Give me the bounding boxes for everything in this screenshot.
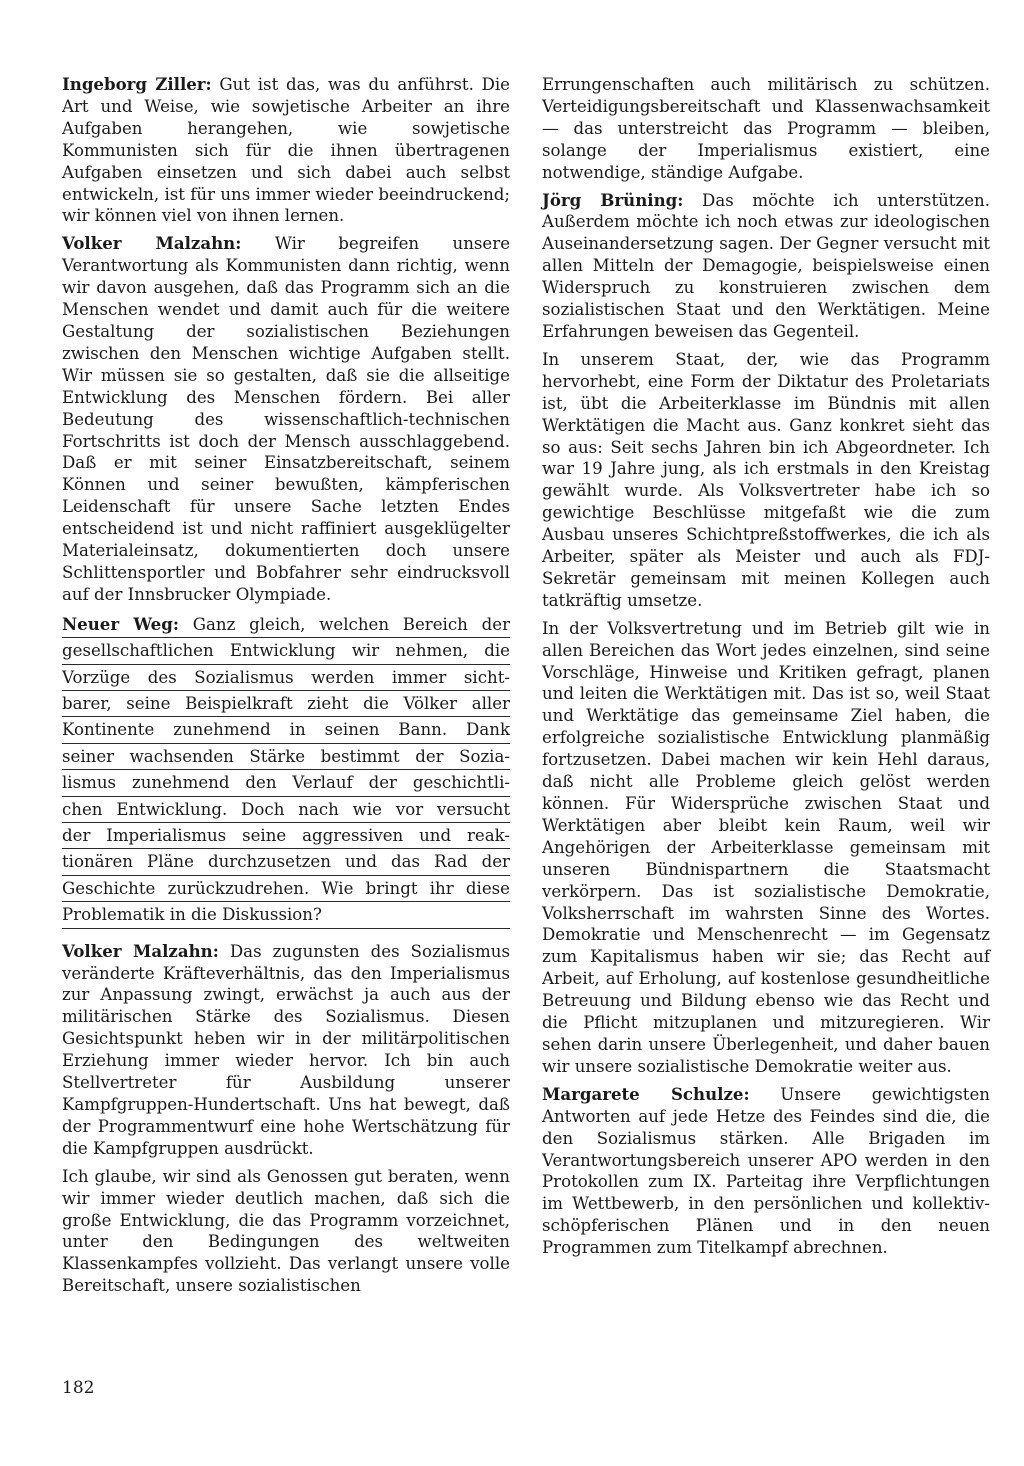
question-line: Neuer Weg: Ganz gleich, welchen Bereich der: [62, 612, 510, 638]
neuer-weg-question: [62, 612, 510, 929]
paragraph-bruening-1: [542, 190, 990, 343]
paragraph-malzahn-3: [62, 1166, 510, 1297]
page-number: 182: [62, 1378, 95, 1398]
speaker-name: Volker Malzahn:: [62, 233, 242, 254]
question-line: gesellschaftlichen Entwicklung wir nehmen, die: [62, 638, 510, 664]
paragraph-text: Das zugunsten des Sozialismus veränderte Kräfteverhältnis, das den Imperialismus zur Anpassung zwingt, erwächst ja auch aus der militärischen Stärke des Sozialismus. Diesen Gesichtspunkt heben wir in der militärpolitischen Erziehung immer wieder hervor. Ich bin auch Stellvertreter für Ausbildung unserer Kampfgruppen-Hundertschaft. Uns hat bewegt, daß der Programmentwurf eine hohe Wertschätzung für die Kampfgruppen ausdrückt.: [62, 941, 510, 1158]
paragraph-text: Ich glaube, wir sind als Genossen gut beraten, wenn wir immer wieder deutlich machen, daß sich die große Entwicklung, die das Programm vorzeichnet, unter den Bedingungen des weltweiten Klassenkampfes vollzieht. Das verlangt unsere volle Bereitschaft, unsere sozialistischen: [62, 1166, 510, 1296]
question-line: Geschichte zurückzudrehen. Wie bringt ihr diese: [62, 876, 510, 902]
paragraph-malzahn-1: [62, 233, 510, 605]
question-line: chen Entwicklung. Doch nach wie vor versucht: [62, 797, 510, 823]
question-line: barer, seine Beispielkraft zieht die Völker aller: [62, 691, 510, 717]
paragraph-schulze: [542, 1084, 990, 1259]
question-line: der Imperialismus seine aggressiven und reak-: [62, 823, 510, 849]
paragraph-text: Wir begreifen unsere Verantwortung als Kommunisten dann richtig, wenn wir davon ausgehen, daß das Programm sich an die Menschen wendet und damit auch für die weitere Gestaltung der sozialistischen Beziehungen zwischen den Menschen wichtige Aufgaben stellt. Wir müssen sie so gestalten, daß sie die allseitige Entwicklung des Menschen fördern. Bei aller Bedeutung des wissenschaftlich-technischen Fortschritts ist doch der Mensch ausschlaggebend. Daß er mit seiner Einsatzbereitschaft, seinem Können und seiner bewußten, kämpferischen Leidenschaft für unsere Sache letzten Endes entscheidend ist und nicht raffiniert ausgeklügelter Materialeinsatz, dokumentierten doch unsere Schlittensportler und Bobfahrer sehr eindrucksvoll auf der Innsbrucker Olympiade.: [62, 234, 511, 604]
paragraph-text: Unsere gewichtigsten Antworten auf jede Hetze des Feindes sind die, die den Sozialismus stärken. Alle Brigaden im Verantwortungsbereich unserer APO werden in den Protokollen zum IX. Parteitag ihre Verpflichtungen im Wettbewerb, in den persönlichen und kollektiv-schöpferischen Plänen und in den neuen Programmen zum Titelkampf abrechnen.: [542, 1084, 990, 1258]
paragraph-malzahn-2: [62, 941, 510, 1160]
left-column: [62, 74, 510, 1303]
question-line: Kontinente zunehmend in seinen Bann. Dank: [62, 717, 510, 743]
speaker-name: Volker Malzahn:: [62, 940, 219, 961]
question-line: seiner wachsenden Stärke bestimmt der Sozia-: [62, 744, 510, 770]
paragraph-ziller: [62, 74, 510, 227]
question-line: tionären Pläne durchzusetzen und das Rad der: [62, 849, 510, 875]
paragraph-text: In der Volksvertretung und im Betrieb gilt wie in allen Bereichen das Wort jedes einzelnen, sind seine Vorschläge, Hinweise und Kritiken gefragt, planen und leiten die Werktätigen mit. Das ist so, weil Staat und Werktätige das gemeinsame Ziel haben, die erfolgreiche sozialistische Entwicklung planmäßig fortzusetzen. Dabei machen wir kein Hehl daraus, daß nicht alle Probleme gleich gelöst werden können. Für Widersprüche zwischen Staat und Werktätigen aber bleibt kein Raum, weil wir Angehörigen der Arbeiterklasse gemeinsam mit unseren Bündnispartnern die Staatsmacht verkörpern. Das ist sozialistische Demokratie, Volksherrschaft im wahrsten Sinne des Wortes. Demokratie und Menschenrecht — im Gegensatz zum Kapitalismus haben wir sie; das Recht auf Arbeit, auf Erholung, auf kostenlose gesundheitliche Betreuung und Bildung ebenso wie das Recht und die Pflicht mitzuplanen und mitzuregieren. Wir sehen darin unsere Überlegenheit, und daher bauen wir unsere sozialistische Demokratie weiter aus.: [542, 618, 990, 1076]
speaker-name: Jörg Brüning:: [542, 189, 684, 210]
question-line: Problematik in die Diskussion?: [62, 902, 510, 928]
speaker-name: Neuer Weg:: [62, 613, 179, 634]
paragraph-text: Errungenschaften auch militärisch zu schützen. Verteidigungsbereitschaft und Klassenwachsamkeit — das unterstreicht das Programm — bleiben, solange der Imperialismus existiert, eine notwendige, ständige Aufgabe.: [542, 75, 990, 182]
paragraph-bruening-2: [542, 349, 990, 612]
right-column: [542, 74, 990, 1265]
paragraph-continuation: [542, 74, 990, 184]
question-line: Vorzüge des Sozialismus werden immer sicht-: [62, 665, 510, 691]
paragraph-text: Das möchte ich unterstützen. Außerdem möchte ich noch etwas zur ideologischen Auseinandersetzung sagen. Der Gegner versucht mit allen Mitteln der Demagogie, beispielsweise einen Widerspruch zu konstruieren zwischen dem sozialistischen Staat und den Werktätigen. Meine Erfahrungen beweisen das Gegenteil.: [542, 190, 990, 341]
speaker-name: Margarete Schulze:: [542, 1083, 750, 1104]
paragraph-bruening-3: [542, 618, 990, 1078]
paragraph-text: Gut ist das, was du anführst. Die Art und Weise, wie sowjetische Arbeiter an ihre Aufgaben herangehen, wie sowjetische Kommunisten sich für die ihnen übertragenen Aufgaben einsetzen und sich dabei auch selbst entwickeln, ist für uns immer wieder beeindruckend; wir können viel von ihnen lernen.: [62, 75, 511, 226]
speaker-name: Ingeborg Ziller:: [62, 74, 212, 94]
question-line: lismus zunehmend den Verlauf der geschichtli-: [62, 770, 510, 796]
paragraph-text: In unserem Staat, der, wie das Programm hervorhebt, eine Form der Diktatur des Proletariats ist, übt die Arbeiterklasse im Bündnis mit allen Werktätigen die Macht aus. Ganz konkret sieht das so aus: Seit sechs Jahren bin ich Abgeordneter. Ich war 19 Jahre jung, als ich erstmals in den Kreistag gewählt wurde. Als Volksvertreter habe ich so gewichtige Beschlüsse mitgefaßt wie die zum Ausbau unseres Schichtpreßstoffwerkes, die ich als Arbeiter, später als Meister und auch als FDJ-Sekretär gemeinsam mit meinen Kollegen auch tatkräftig umsetze.: [542, 349, 990, 610]
